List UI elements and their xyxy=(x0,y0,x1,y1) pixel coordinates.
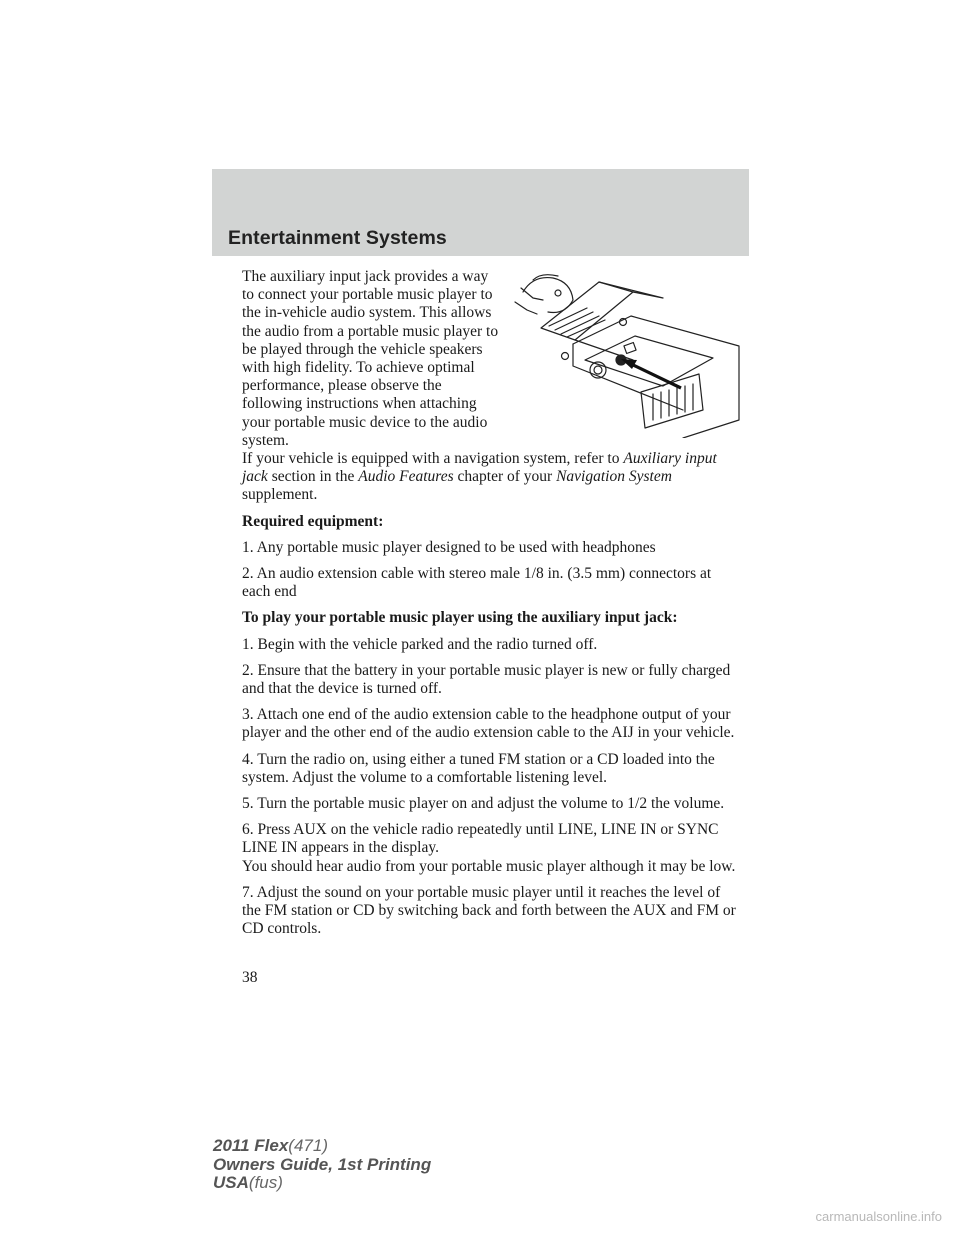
step-item: 3. Attach one end of the audio extension cable to the headphone output of your player and the other end of the audio extension cable to the AIJ in your vehicle. xyxy=(242,706,735,742)
intro-paragraph: The auxiliary input jack provides a way to connect your portable music player to the in-vehicle audio system. This allows the audio from a portable music player to be played through the vehicle speakers with high fidelity. To achieve optimal performance, please observe the following instructions when attaching your portable music device to the audio system. xyxy=(242,268,499,449)
aux-jack-illustration xyxy=(513,270,741,438)
equipment-item: 1. Any portable music player designed to be used with headphones xyxy=(242,538,656,556)
equipment-item: 2. An audio extension cable with stereo male 1/8 in. (3.5 mm) connectors at each end xyxy=(242,565,712,601)
navigation-note: If your vehicle is equipped with a navigation system, refer to Auxiliary input jack section in the Audio Features chapter of your Navigation System supplement. xyxy=(242,450,717,504)
step-item: 1. Begin with the vehicle parked and the radio turned off. xyxy=(242,635,598,653)
watermark: carmanualsonline.info xyxy=(815,1209,942,1224)
equipment-heading: Required equipment: xyxy=(242,512,384,530)
step-note: You should hear audio from your portable music player although it may be low. xyxy=(242,857,736,875)
print-footer: 2011 Flex(471) Owners Guide, 1st Printing USA(fus) xyxy=(213,1136,432,1193)
step-item: 7. Adjust the sound on your portable music player until it reaches the level of the FM station or CD by switching back and forth between the AUX and FM or CD controls. xyxy=(242,883,736,938)
section-title: Entertainment Systems xyxy=(228,227,447,249)
main-content xyxy=(242,450,742,946)
step-item: 5. Turn the portable music player on and adjust the volume to 1/2 the volume. xyxy=(242,795,725,813)
step-item: 4. Turn the radio on, using either a tuned FM station or a CD loaded into the system. Adjust the volume to a comfortable listening level. xyxy=(242,750,715,786)
step-item: 6. Press AUX on the vehicle radio repeatedly until LINE, LINE IN or SYNC LINE IN appears in the display. xyxy=(242,821,719,857)
section-header xyxy=(212,169,749,256)
step-item: 2. Ensure that the battery in your portable music player is new or fully charged and that the device is turned off. xyxy=(242,661,731,698)
steps-heading: To play your portable music player using the auxiliary input jack: xyxy=(242,609,678,627)
page-number: 38 xyxy=(242,969,258,986)
